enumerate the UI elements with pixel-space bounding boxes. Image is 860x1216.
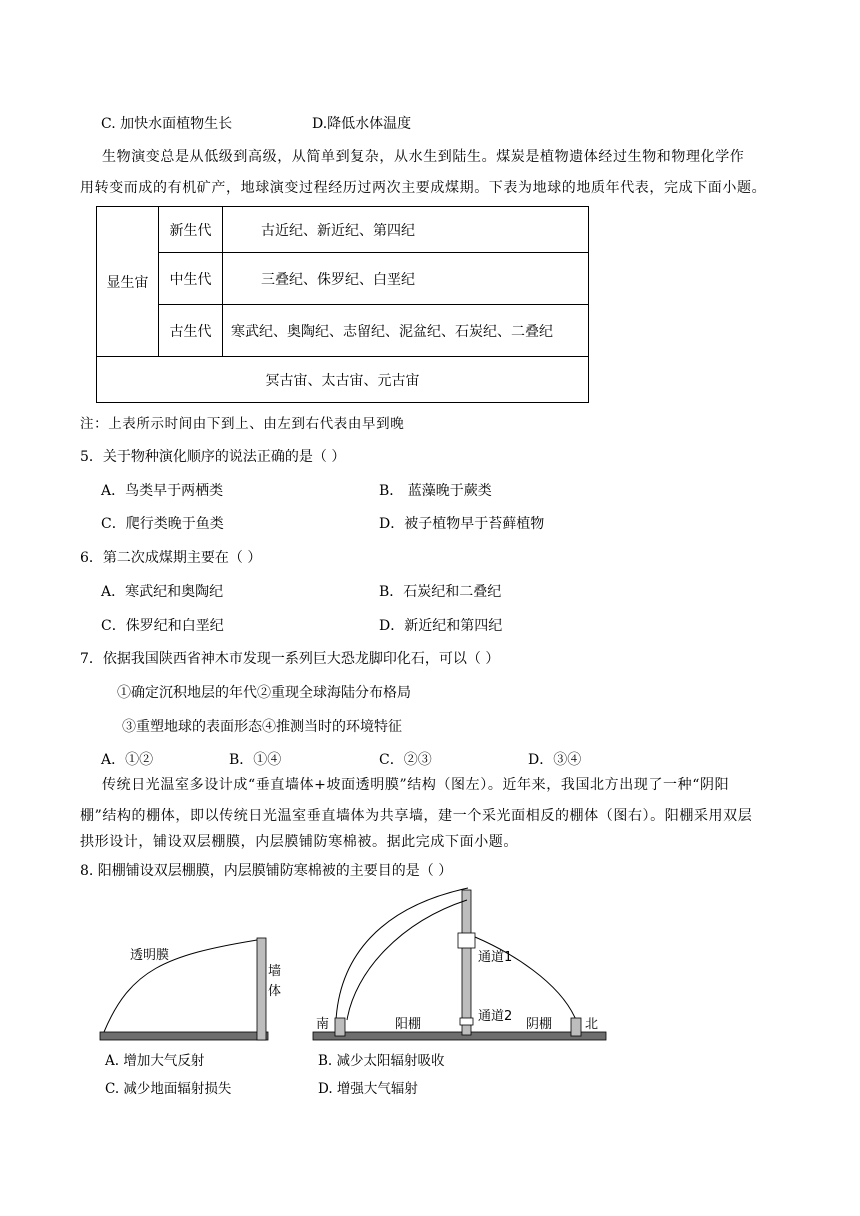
- passage-2-label: 通道2: [478, 1009, 513, 1024]
- yin-shed-label: 阴棚: [526, 1017, 553, 1032]
- q8-option-a: A. 增加大气反射: [105, 1053, 205, 1069]
- passage2-line1: 传统日光温室多设计成“垂直墙体+坡面透明膜”结构（图左）。近年来，我国北方出现了一种“阴阳: [102, 777, 730, 793]
- q7-option-c: C．②③: [379, 752, 432, 768]
- passage1-line2: 用转变而成的有机矿产，地球演变过程经历过两次主要成煤期。下表为地球的地质年代表，完成下面小题。: [80, 180, 767, 196]
- q5-option-d: D．被子植物早于苔藓植物: [379, 516, 545, 532]
- q7-statements-2: ③重塑地球的表面形态④推测当时的环境特征: [122, 719, 402, 735]
- q8-option-c: C. 减少地面辐射损失: [105, 1081, 232, 1097]
- south-label: 南: [316, 1017, 330, 1032]
- q7-option-b: B．①④: [229, 752, 282, 768]
- periods-mesozoic: 三叠纪、侏罗纪、白垩纪: [223, 253, 589, 305]
- wall-label-top: 墙: [268, 964, 282, 979]
- q5-option-c: C．爬行类晚于鱼类: [101, 516, 224, 532]
- traditional-greenhouse-diagram: [95, 930, 275, 1045]
- q8-stem: 8. 阳棚铺设双层棚膜，内层膜铺防寒棉被的主要目的是（ ）: [80, 863, 453, 879]
- precambrian-eons: 冥古宙、太古宙、元古宙: [97, 357, 589, 403]
- passage-1-label: 通道1: [478, 950, 513, 965]
- q7-statements-1: ①确定沉积地层的年代②重现全球海陆分布格局: [117, 685, 411, 701]
- film-label: 透明膜: [130, 948, 170, 963]
- q7-option-a: A．①②: [101, 752, 154, 768]
- q6-option-d: D．新近纪和第四纪: [379, 618, 503, 634]
- era-mesozoic: 中生代: [159, 253, 223, 305]
- eon-cell: 显生宙: [97, 207, 159, 357]
- q8-option-d: D. 增强大气辐射: [318, 1081, 418, 1097]
- periods-cenozoic: 古近纪、新近纪、第四纪: [223, 207, 589, 253]
- q6-option-b: B．石炭纪和二叠纪: [379, 584, 502, 600]
- q6-stem: 6．第二次成煤期主要在（ ）: [80, 550, 262, 566]
- yin-yang-greenhouse-diagram: [310, 882, 610, 1044]
- geologic-time-table: [96, 206, 589, 403]
- q4-option-c: C. 加快水面植物生长: [101, 116, 233, 132]
- passage2-line2: 棚”结构的棚体，即以传统日光温室垂直墙体为共享墙，建一个采光面相反的棚体（图右）。阳棚采用双层: [80, 808, 753, 824]
- passage2-line3: 拱形设计，铺设双层棚膜，内层膜铺防寒棉被。据此完成下面小题。: [80, 834, 518, 850]
- era-paleozoic: 古生代: [159, 305, 223, 357]
- q7-stem: 7．依据我国陕西省神木市发现一系列巨大恐龙脚印化石，可以（ ）: [80, 651, 500, 667]
- q6-option-c: C．侏罗纪和白垩纪: [101, 618, 224, 634]
- q5-option-a: A．鸟类早于两栖类: [101, 483, 224, 499]
- table-note: 注：上表所示时间由下到上、由左到右代表由早到晚: [80, 416, 405, 432]
- north-label: 北: [585, 1017, 599, 1032]
- wall-label-bottom: 体: [268, 984, 282, 999]
- q7-option-d: D．③④: [528, 752, 582, 768]
- yang-shed-label: 阳棚: [395, 1017, 422, 1032]
- q5-stem: 5．关于物种演化顺序的说法正确的是（ ）: [80, 449, 346, 465]
- periods-paleozoic: 寒武纪、奥陶纪、志留纪、泥盆纪、石炭纪、二叠纪: [223, 305, 589, 357]
- q4-option-d: D.降低水体温度: [312, 116, 412, 132]
- passage1-line1: 生物演变总是从低级到高级，从简单到复杂，从水生到陆生。煤炭是植物遗体经过生物和物理化学作: [102, 149, 745, 165]
- q6-option-a: A．寒武纪和奥陶纪: [101, 584, 224, 600]
- q8-option-b: B. 减少太阳辐射吸收: [318, 1053, 445, 1069]
- q5-option-b: B． 蓝藻晚于蕨类: [379, 483, 492, 499]
- era-cenozoic: 新生代: [159, 207, 223, 253]
